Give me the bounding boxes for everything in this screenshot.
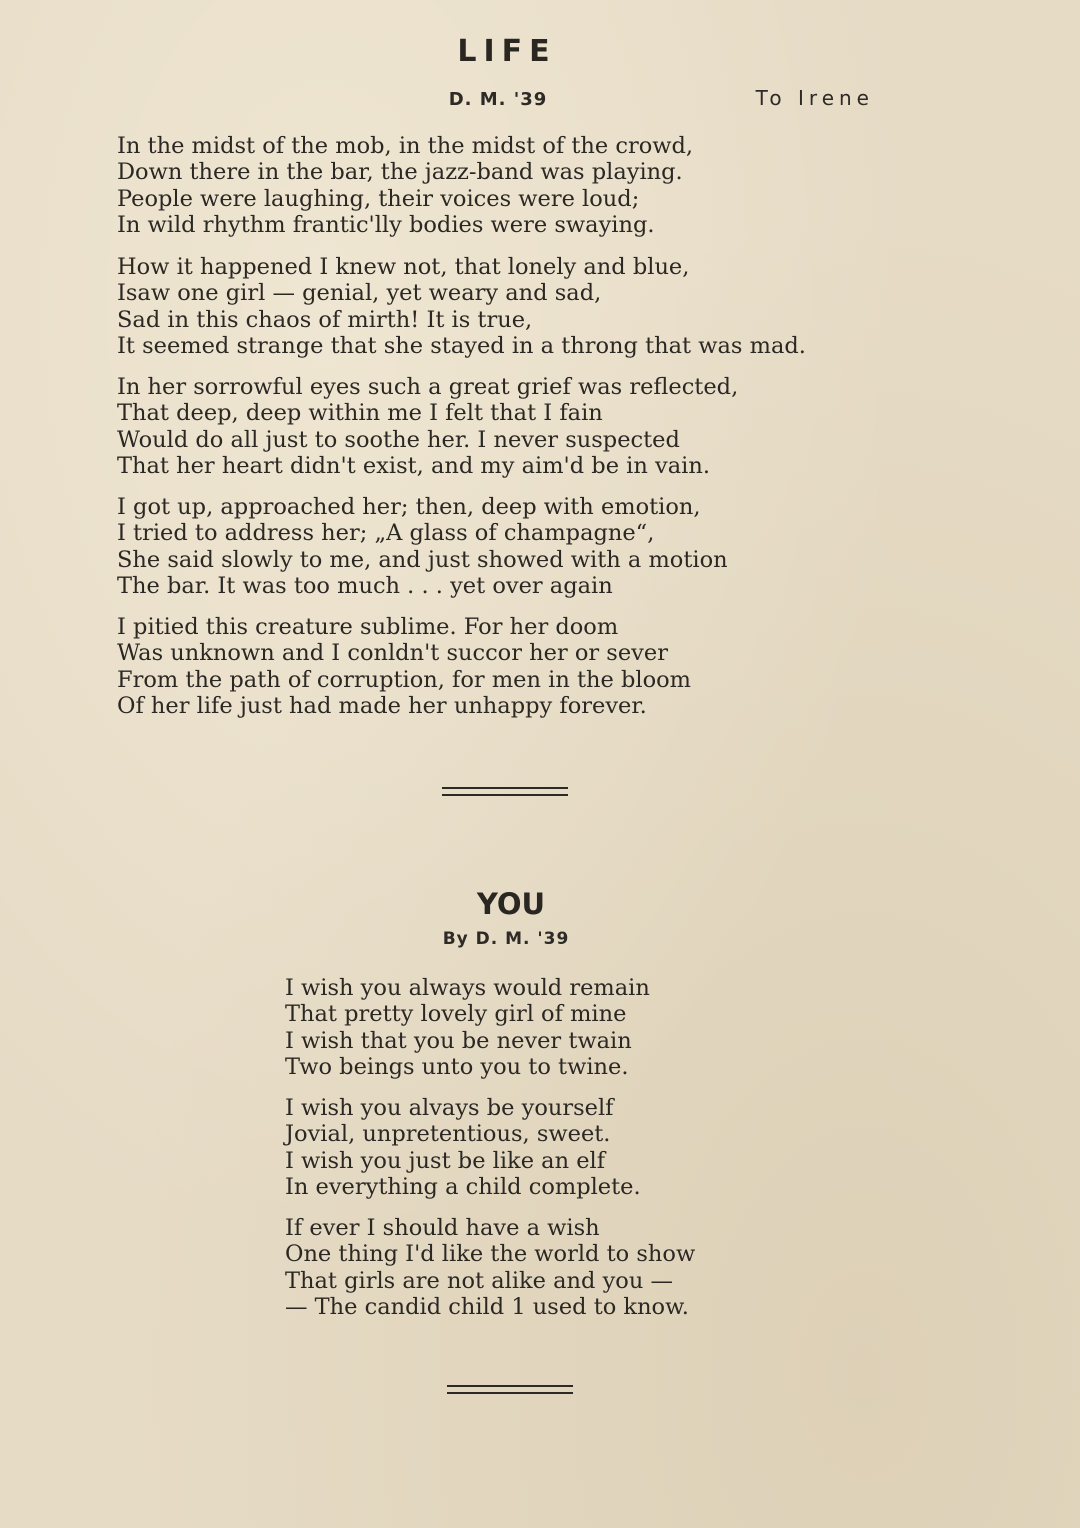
poem-dedication: To Irene [755,86,874,110]
stanza [117,254,806,359]
verse-line: She said slowly to me, and just showed with a motion [117,546,728,573]
poem-byline: D. M. '39 [448,89,548,110]
verse-line: I wish that you be never twain [285,1027,632,1054]
verse-line: If ever I should have a wish [285,1215,600,1241]
stanza [117,374,738,479]
verse-line: That girls are not alike and you — [285,1267,673,1294]
verse-line: People were laughing, their voices were loud; [117,185,640,212]
verse-line: Down there in the bar, the jazz-band was playing. [117,159,683,186]
verse-line: Isaw one girl — genial, yet weary and sad, [117,280,602,307]
verse-line: One thing I'd like the world to show [285,1241,696,1268]
verse-line: I pitied this creature sublime. For her doom [117,614,619,640]
poem-title: YOU [476,887,546,921]
stanza [285,1215,695,1320]
verse-line: — The candid child 1 used to know. [285,1293,689,1320]
verse-line: Would do all just to soothe her. I never suspected [117,426,680,453]
verse-line: I wish you just be like an elf [285,1147,606,1174]
verse-line: Sad in this chaos of mirth! It is true, [117,306,533,333]
double-rule-divider [447,1385,573,1394]
verse-line: That her heart didn't exist, and my aim'd be in vain. [117,452,710,479]
stanza [285,1095,641,1200]
verse-line: That deep, deep within me I felt that I fain [117,400,603,427]
verse-line: I tried to address her; „A glass of champagne“, [117,520,655,547]
verse-line: In the midst of the mob, in the midst of the crowd, [117,133,694,159]
verse-line: Two beings unto you to twine. [285,1053,629,1080]
stanza [117,494,728,599]
verse-line: Jovial, unpretentious, sweet. [285,1121,611,1148]
verse-line: I wish you alvays be yourself [285,1095,614,1121]
verse-line: That pretty lovely girl of mine [285,1001,627,1028]
verse-line: Was unknown and I conldn't succor her or sever [117,640,668,667]
stanza [117,133,693,238]
double-rule-divider [442,787,568,796]
poem-title: LIFE [457,34,557,69]
poem-byline: By D. M. '39 [442,929,570,949]
stanza [117,614,691,719]
stanza [285,975,650,1080]
verse-line: From the path of corruption, for men in the bloom [117,666,692,693]
verse-line: The bar. It was too much . . . yet over again [117,572,613,599]
verse-line: In everything a child complete. [285,1173,641,1200]
verse-line: How it happened I knew not, that lonely and blue, [117,254,690,280]
verse-line: I wish you always would remain [285,975,650,1001]
verse-line: In wild rhythm frantic'lly bodies were swaying. [117,211,655,238]
verse-line: Of her life just had made her unhappy forever. [117,692,647,719]
verse-line: In her sorrowful eyes such a great grief was reflected, [117,374,739,400]
verse-line: I got up, approached her; then, deep with emotion, [117,494,701,520]
verse-line: It seemed strange that she stayed in a throng that was mad. [117,332,806,359]
